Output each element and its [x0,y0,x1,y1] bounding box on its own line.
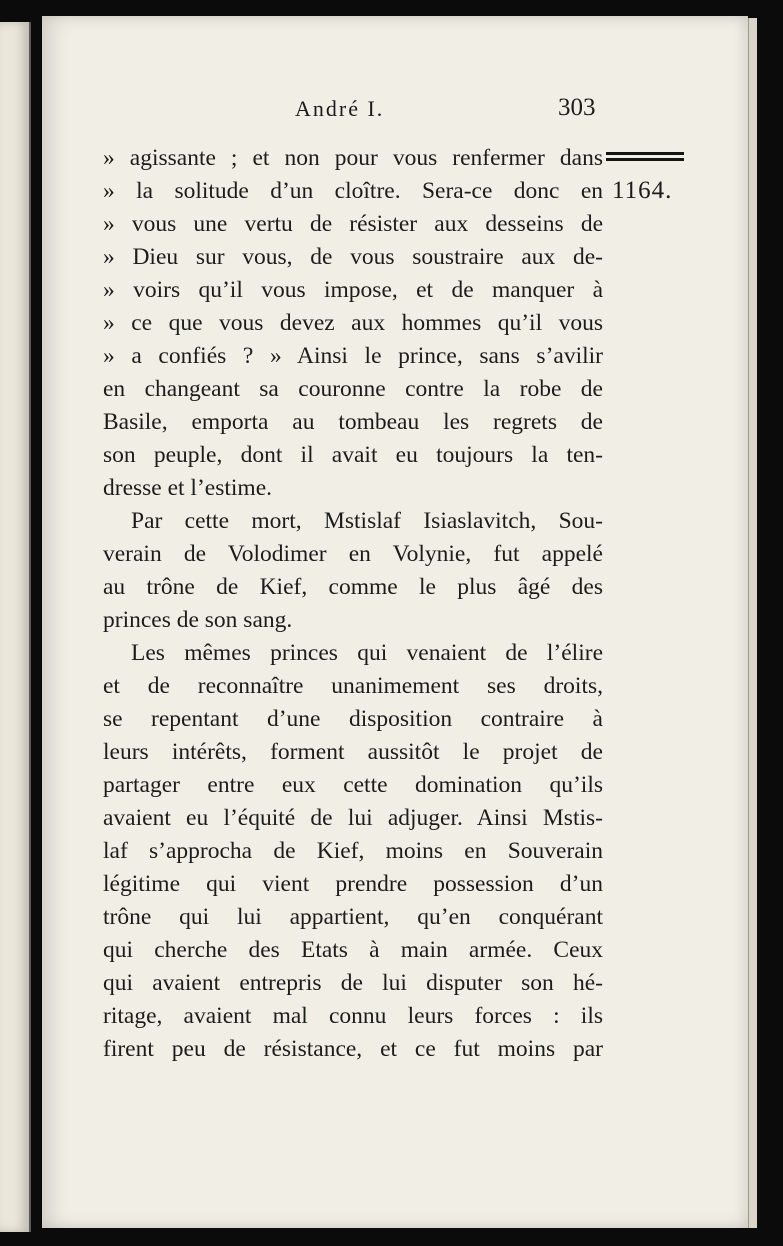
text-line: leurs intérêts, forment aussitôt le projet de [103,739,603,765]
text-line: légitime qui vient prendre possession d’un [103,871,603,897]
text-line: qui cherche des Etats à main armée. Ceux [103,937,603,963]
text-line: partager entre eux cette domination qu’ils [103,772,603,798]
text-line: dresse et l’estime. [103,475,273,501]
text-line: ritage, avaient mal connu leurs forces : ils [103,1003,603,1029]
page-fore-edge [748,18,757,1228]
text-line: verain de Volodimer en Volynie, fut appelé [103,541,603,567]
text-line: avaient eu l’équité de lui adjuger. Ainsi Mstis- [103,805,603,831]
text-line: qui avaient entrepris de lui disputer son hé- [103,970,603,996]
text-line: Basile, emporta au tombeau les regrets de [103,409,603,435]
body-text [103,142,603,1066]
text-line: en changeant sa couronne contre la robe de [103,376,603,402]
text-line: et de reconnaître unanimement ses droits, [103,673,603,699]
text-line: firent peu de résistance, et ce fut moins par [103,1036,603,1062]
text-line: son peuple, dont il avait eu toujours la ten- [103,442,603,468]
page-number: 303 [558,94,596,121]
running-head: André I. [295,96,385,121]
text-line: au trône de Kief, comme le plus âgé des [103,574,603,600]
text-line: trône qui lui appartient, qu’en conquérant [103,904,603,930]
text-line: Par cette mort, Mstislaf Isiaslavitch, Sou- [131,508,603,534]
text-line: laf s’approcha de Kief, moins en Souverain [103,838,603,864]
margin-year: 1164. [612,177,673,204]
text-line: » Dieu sur vous, de vous soustraire aux de- [103,244,603,270]
text-line: » la solitude d’un cloître. Sera-ce donc en [103,178,603,204]
text-line: princes de son sang. [103,607,293,633]
margin-rule-mark [606,152,684,168]
text-line: se repentant d’une disposition contraire à [103,706,603,732]
text-line: » ce que vous devez aux hommes qu’il vous [103,310,603,336]
text-line: » vous une vertu de résister aux desseins de [103,211,603,237]
text-line: » voirs qu’il vous impose, et de manquer à [103,277,603,303]
text-line: Les mêmes princes qui venaient de l’élire [131,640,603,666]
text-line: » a confiés ? » Ainsi le prince, sans s’avilir [103,343,603,369]
text-line: » agissante ; et non pour vous renfermer dans [103,145,603,171]
facing-page-edge [0,22,31,1232]
